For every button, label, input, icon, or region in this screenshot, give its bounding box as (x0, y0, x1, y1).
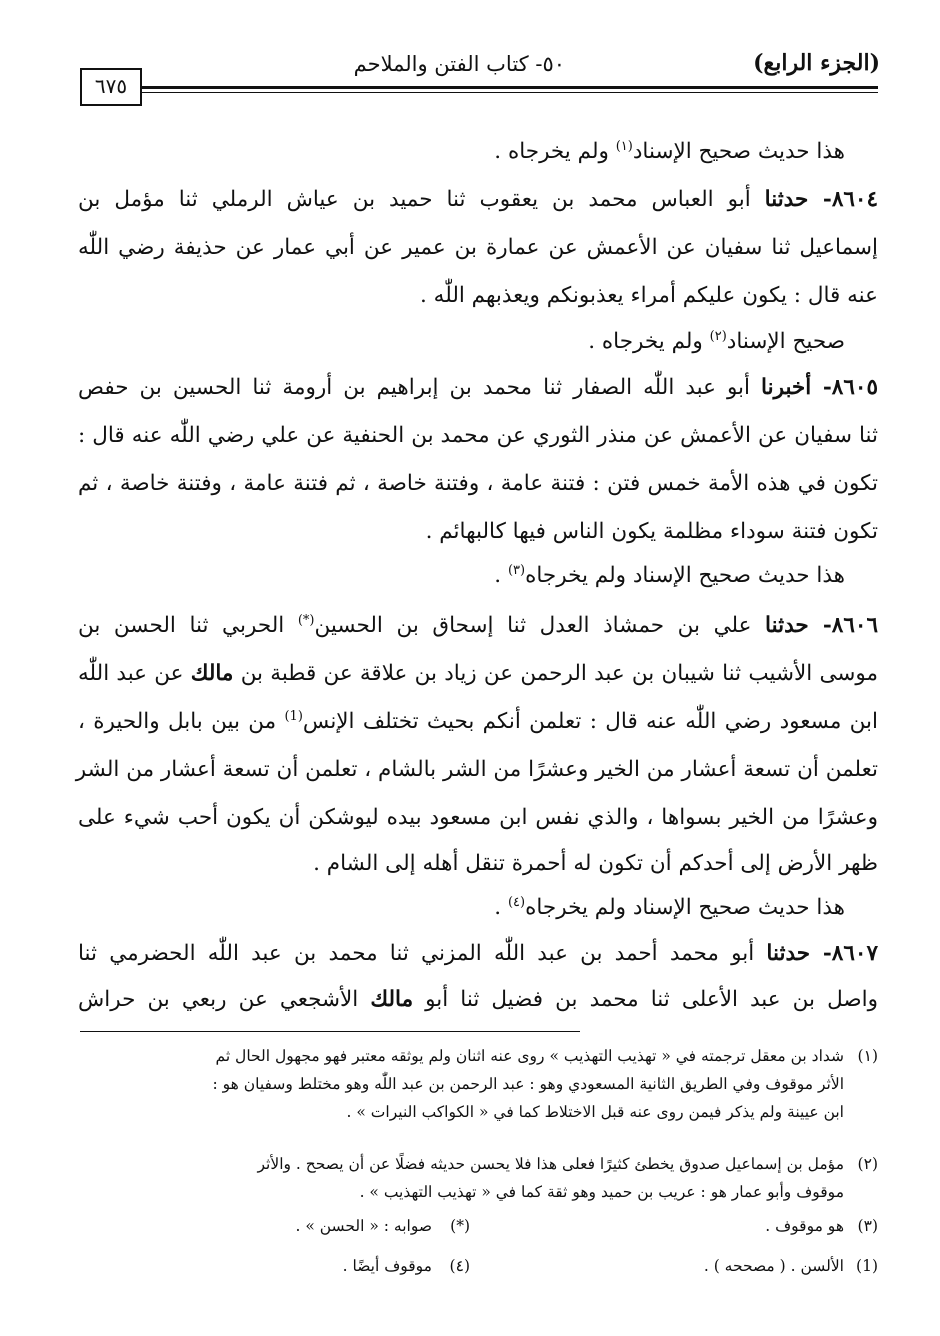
footnote-separator (80, 1031, 580, 1032)
text-line: ثنا سفيان عن الأعمش عن منذر الثوري عن محمد بن الحنفية عن علي رضي اللّٰه عنه قال : (78, 423, 878, 448)
hadith-8605-line-1: ٨٦٠٥- أخبرنا أبو عبد اللّٰه الصفار ثنا محمد بن إبراهيم بن أرومة ثنا الحسين بن حفص (78, 375, 878, 400)
hadith-number: ٨٦٠٤- حدثنا (764, 187, 879, 212)
text-line: ظهر الأرض إلى أحدكم أن تكون له أحمرة تنقل أهله إلى الشام . (313, 851, 878, 876)
hadith-number: ٨٦٠٧- حدثنا (766, 941, 878, 966)
text-line: عنه قال : يكون عليكم أمراء يعذبونكم ويعذبهم اللّٰه . (420, 283, 878, 308)
text-line: هذا حديث صحيح الإسناد$^{(١)}$ ولم يخرجاه . (494, 138, 845, 164)
text-line: تكون فتنة سوداء مظلمة يكون الناس فيها كالبهائم . (425, 519, 878, 544)
header-rule-thick (140, 86, 878, 89)
text-line: واصل بن عبد الأعلى ثنا محمد بن فضيل ثنا أبو مالك الأشجعي عن ربعي بن حراش (78, 987, 878, 1012)
footnote-4: (٤)موقوف أيضًا . (342, 1257, 470, 1275)
footnote-arabic-1: (1)الألسن . ( مصححه ) . (703, 1257, 878, 1275)
text-line: تعلمن أن تسعة أعشار من الخير وعشرًا من الشر بالشام ، تعلمن أن تسعة أعشار من الشر (75, 757, 878, 782)
running-header (80, 44, 880, 84)
footnote-ref: (*) (297, 612, 315, 628)
hadith-8604-line-1: ٨٦٠٤- حدثنا أبو العباس محمد بن يعقوب ثنا حميد بن عياش الرملي ثنا مؤمل بن (78, 187, 879, 212)
footnote-ref: (٣) (507, 562, 526, 578)
page-number-box: ٦٧٥ (80, 68, 142, 106)
footnote-line: الأثر موقوف وفي الطريق الثانية المسعودي وهو : عبد الرحمن بن عبد اللّٰه وهو مختلط وسفيان هو : (212, 1075, 844, 1093)
volume-label: (الجزء الرابع) (753, 50, 880, 76)
footnote-1: (١)شداد بن معقل ترجمته في « تهذيب التهذيب » روى عنه اثنان ولم يوثقه معتبر فهو مجهول الحال ثم (215, 1047, 878, 1065)
text-line: هذا حديث صحيح الإسناد ولم يخرجاه$^{(٣)}$ . (494, 562, 845, 588)
text-line: إسماعيل ثنا سفيان عن الأعمش عن عمارة بن عمير عن أبي عمار عن حذيفة رضي اللّٰه (78, 235, 878, 260)
text-line: تكون في هذه الأمة خمس فتن : فتنة عامة ، وفتنة خاصة ، ثم فتنة عامة ، وفتنة خاصة ، ثم (78, 471, 878, 496)
footnote-ref: (١) (615, 138, 633, 154)
footnote-line: موقوف وأبو عمار هو : عريب بن حميد وهو ثقة كما في « تهذيب التهذيب » . (359, 1183, 844, 1201)
text-line: هذا حديث صحيح الإسناد ولم يخرجاه$^{(٤)}$ . (494, 894, 845, 920)
footnote-star: (*)صوابه : « الحسن » . (295, 1217, 470, 1235)
header-rule-thin (140, 92, 878, 93)
hadith-8606-line-1: ٨٦٠٦- حدثنا علي بن حمشاذ العدل ثنا إسحاق بن الحسين(*) الحربي ثنا الحسن بن (78, 612, 878, 638)
hadith-number: ٨٦٠٦- حدثنا (765, 613, 878, 638)
footnote-3: (٣)هو موقوف . (765, 1217, 878, 1235)
text-line: وعشرًا من الخير بسواها ، والذي نفس ابن مسعود بيده ليوشكن أن يكون أحب شيء على (78, 805, 878, 830)
footnote-2: (٢)مؤمل بن إسماعيل صدوق يخطئ كثيرًا فعلى هذا فلا يحسن حديثه فضلًا عن أن يصحح . والأثر (257, 1155, 878, 1173)
hadith-8607-line-1: ٨٦٠٧- حدثنا أبو محمد أحمد بن عبد اللّٰه المزني ثنا محمد بن عبد اللّٰه الحضرمي ثنا (78, 941, 878, 966)
chapter-title: ٥٠- كتاب الفتن والملاحم (353, 52, 565, 76)
footnote-ref: (٤) (507, 894, 526, 910)
text-line: موسى الأشيب ثنا شيبان بن عبد الرحمن عن زياد بن علاقة عن قطبة بن مالك عن عبد اللّٰه (78, 661, 879, 686)
hadith-number: ٨٦٠٥- أخبرنا (761, 375, 878, 400)
text-line: صحيح الإسناد$^{(٢)}$ ولم يخرجاه . (588, 328, 845, 354)
footnote-ref: (1) (284, 708, 303, 724)
text-line: ابن مسعود رضي اللّٰه عنه قال : تعلمن أنكم بحيث تختلف الإنس$^{(1)}$ من بين بابل والحيرة ، (78, 708, 878, 734)
footnote-ref: (٢) (709, 328, 727, 344)
footnote-line: ابن عيينة ولم يذكر فيمن روى عنه قبل الاختلاط كما في « الكواكب النيرات » . (346, 1103, 844, 1121)
